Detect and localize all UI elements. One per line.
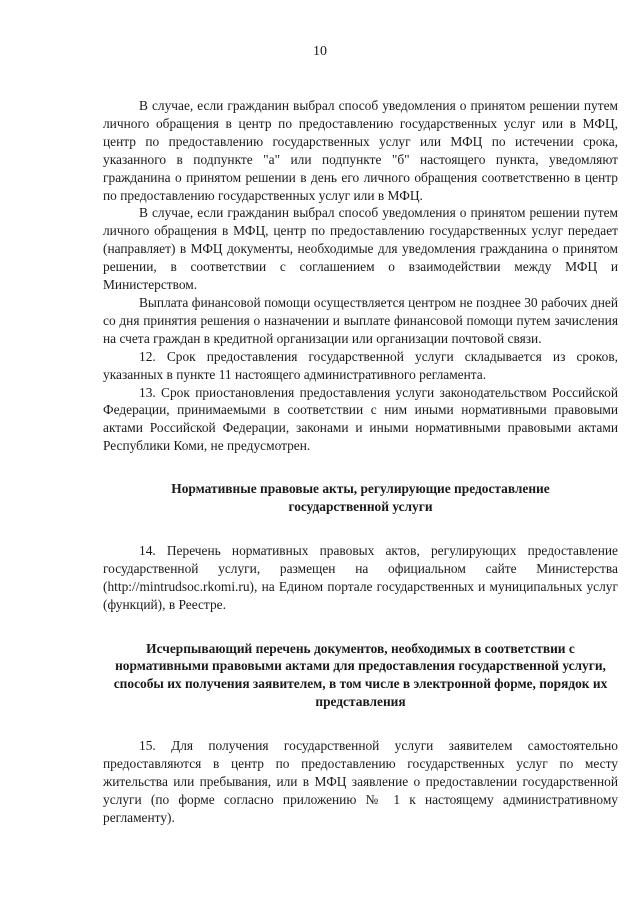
section-heading-documents-list: Исчерпывающий перечень документов, необходимых в соответствии с нормативными правовыми актами для предоставления государственной услуги, способы их получения заявителем, в том числе в электронной форме, порядок их представления: [113, 640, 608, 710]
paragraph-14-legal-acts-list: 14. Перечень нормативных правовых актов, регулирующих предоставление государственной услуги, размещен на официальном сайте Министерства (http://mintrudsoc.rkomi.ru), на Едином портале государственных и муниципальных услуг (функций), в Реестре.: [103, 542, 618, 612]
paragraph-notification-mfc: В случае, если гражданин выбрал способ уведомления о принятом решении путем личного обращения в МФЦ, центр по предоставлению государственных услуг передает (направляет) в МФЦ документы, необходимые для уведомления гражданина о принятом решении, в соответствии с соглашением о взаимодействии между МФЦ и Министерством.: [103, 205, 618, 293]
document-body: [103, 97, 618, 827]
paragraph-payment-assistance: Выплата финансовой помощи осуществляется центром не позднее 30 рабочих дней со дня принятия решения о назначении и выплате финансовой помощи путем зачисления на счета граждан в кредитной организации или организации почтовой связи.: [103, 294, 618, 346]
section-heading-legal-acts: Нормативные правовые акты, регулирующие предоставление государственной услуги: [171, 481, 550, 515]
paragraph-15-application: 15. Для получения государственной услуги заявителем самостоятельно предоставляются в центр по предоставлению государственных услуг по месту жительства или пребывания, или в МФЦ заявление о предоставлении государственной услуги (по форме согласно приложению № 1 к настоящему административному регламенту).: [103, 738, 618, 825]
paragraph-13-suspension-term: 13. Срок приостановления предоставления услуги законодательством Российской Федерации, принимаемыми в соответствии с ним иными нормативными правовыми актами Российской Федерации, законами и иными нормативными правовыми актами Республики Коми, не предусмотрен.: [103, 384, 618, 454]
page-number: 10: [313, 44, 327, 59]
paragraph-12-service-term: 12. Срок предоставления государственной услуги складывается из сроков, указанных в пункте 11 настоящего административного регламента.: [103, 348, 618, 382]
paragraph-notification-personal-visit: В случае, если гражданин выбрал способ уведомления о принятом решении путем личного обращения в центр по предоставлению государственных услуг или в МФЦ, центр по предоставлению государственных услуг или МФЦ по истечении срока, указанного в подпункте "а" или подпункте "б" настоящего пункта, уведомляют гражданина о принятом решении в день его личного обращения соответственно в центр по предоставлению государственных услуг или в МФЦ.: [103, 98, 618, 203]
